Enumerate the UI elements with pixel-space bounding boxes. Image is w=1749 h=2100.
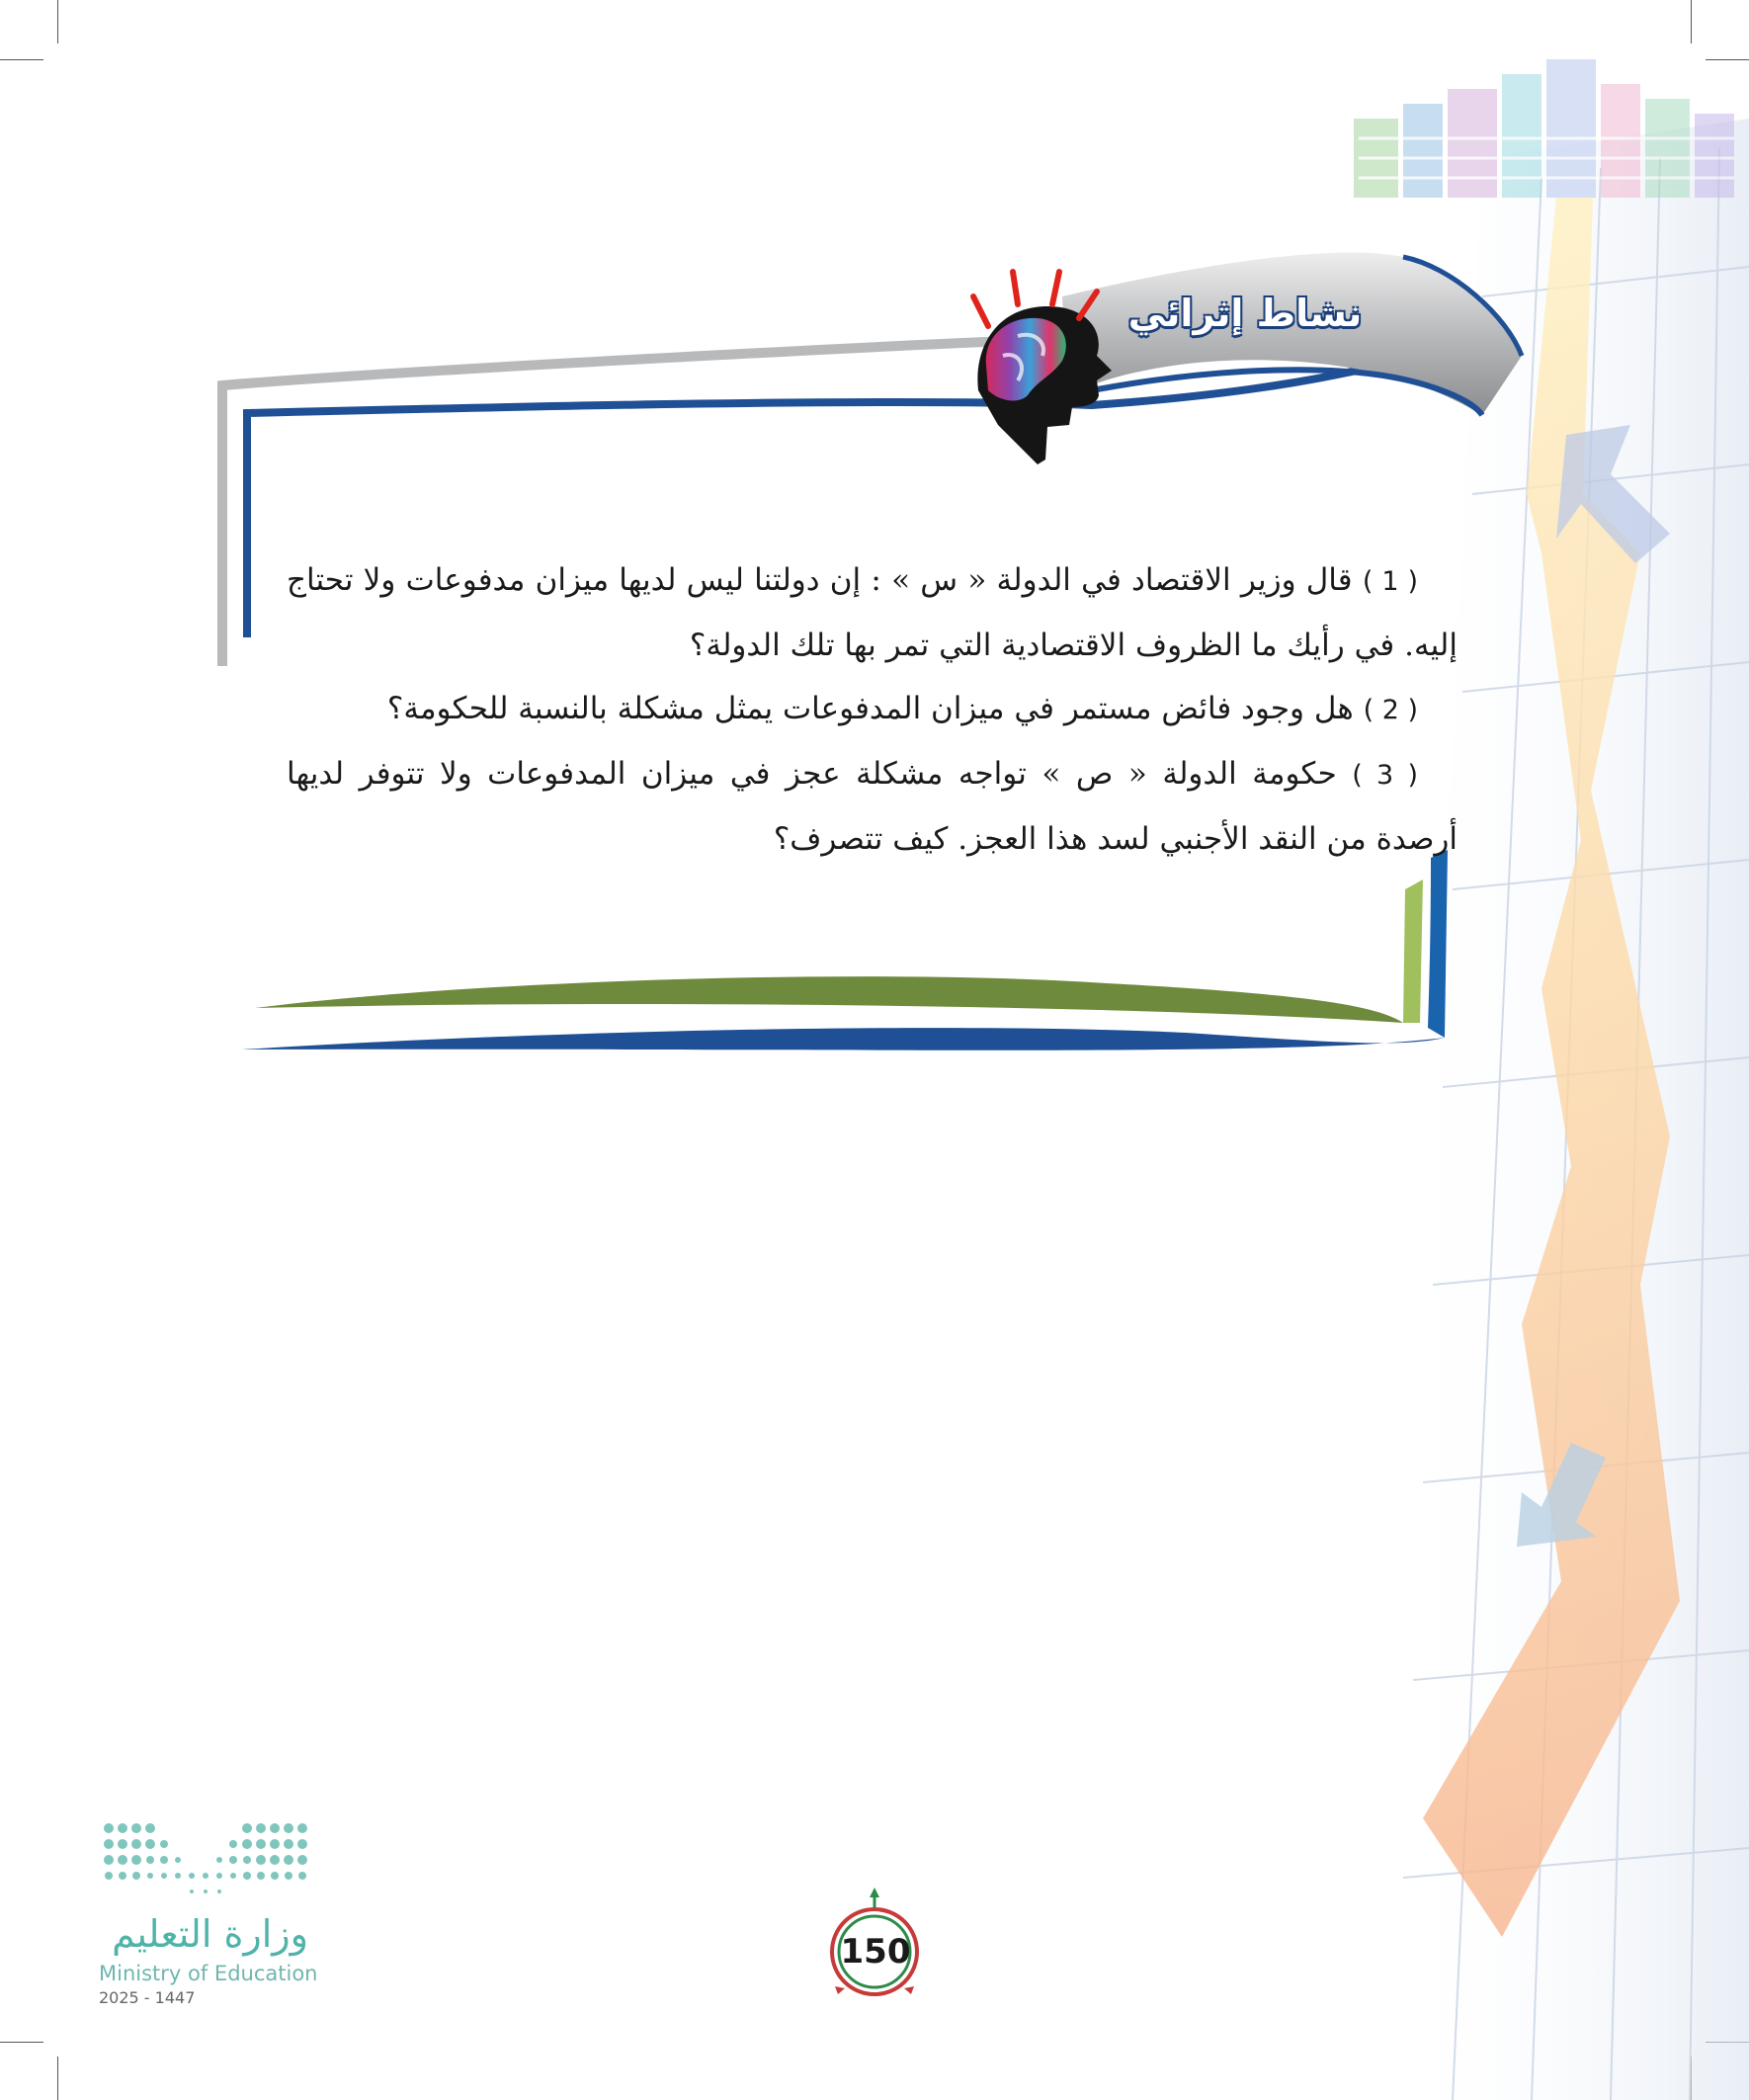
question-text: هل وجود فائض مستمر في ميزان المدفوعات يمثل مشكلة بالنسبة للحكومة؟: [386, 691, 1354, 726]
city-skyline: [1354, 59, 1734, 198]
ministry-name-arabic: وزارة التعليم: [112, 1912, 308, 1956]
ministry-year: 2025 - 1447: [99, 1988, 196, 2007]
question-number: ( 2 ): [1363, 695, 1418, 725]
question-number: ( 3 ): [1352, 760, 1419, 791]
ministry-logo-icon: [104, 1823, 307, 1893]
question-number: ( 1 ): [1362, 566, 1418, 597]
question-text: قال وزير الاقتصاد في الدولة « س » : إن دولتنا ليس لديها ميزان مدفوعات ولا تحتاج إليه. في رأيك ما الظروف الاقتصادية التي تمر بها تلك الدولة؟: [287, 562, 1458, 663]
question-3: [287, 742, 1458, 871]
page-number: 150: [840, 1932, 911, 1972]
ministry-name-english: Ministry of Education: [99, 1962, 318, 1985]
question-1: [287, 548, 1458, 677]
question-2: [287, 677, 1458, 742]
thinking-head-icon: [973, 272, 1112, 464]
questions-block: [287, 548, 1458, 871]
question-text: حكومة الدولة « ص » تواجه مشكلة عجز في ميزان المدفوعات ولا تتوفر لديها أرصدة من النقد الأجنبي لسد هذا العجز. كيف تتصرف؟: [287, 756, 1458, 857]
activity-title: نشاط إثرائي: [1127, 292, 1363, 335]
